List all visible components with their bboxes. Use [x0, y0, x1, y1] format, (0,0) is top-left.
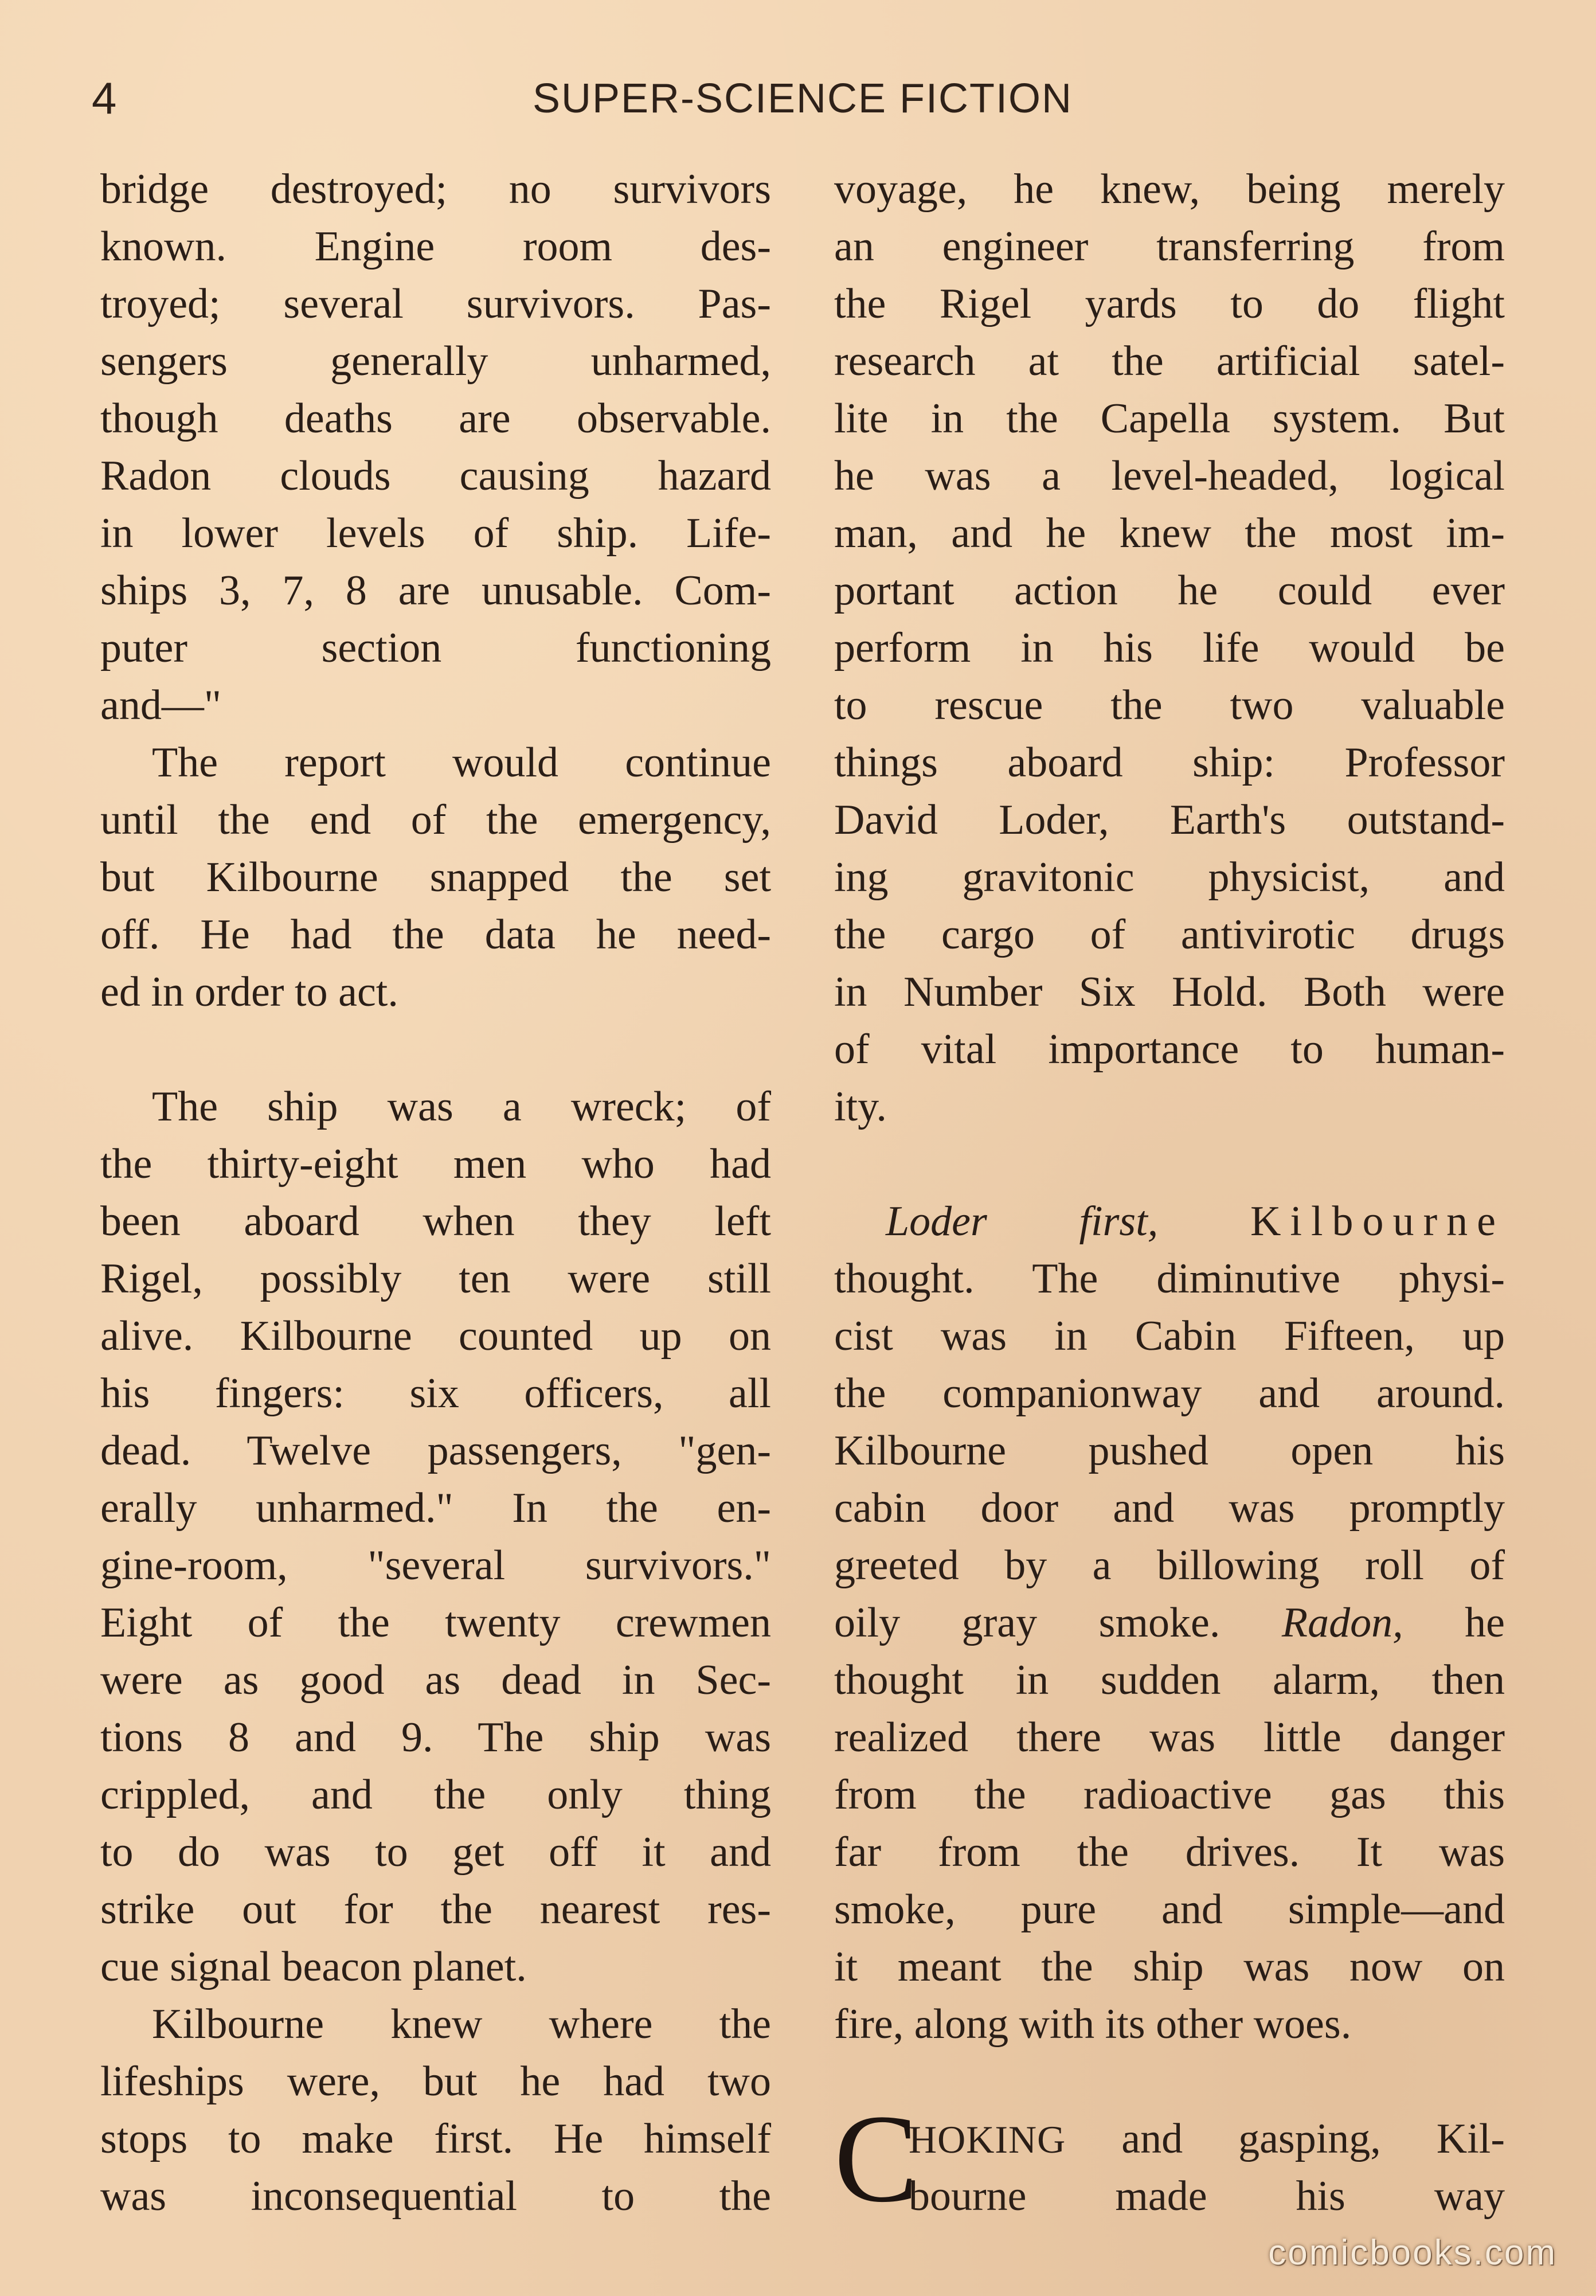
text-line: thought. The diminutive physi-	[834, 1255, 1505, 1302]
text-line: been aboard when they left	[100, 1198, 771, 1245]
text-line: fire, along with its other woes.	[834, 2001, 1352, 2048]
text-line: from the radioactive gas this	[834, 1771, 1505, 1818]
section-break	[834, 2053, 1505, 2110]
italic-text: Radon,	[1281, 1599, 1403, 1646]
text-line: his fingers: six officers, all	[100, 1370, 771, 1417]
text-line	[834, 2110, 1505, 2168]
text-line: lifeships were, but he had two	[100, 2058, 771, 2105]
text-line: tions 8 and 9. The ship was	[100, 1714, 771, 1761]
text-line: realized there was little danger	[834, 1714, 1505, 1761]
running-head: SUPER-SCIENCE FICTION	[532, 76, 1073, 122]
text-line: sengers generally unharmed,	[100, 338, 771, 385]
text-fragment: oily gray smoke.	[834, 1599, 1221, 1646]
text-line: gine-room, "several survivors."	[100, 1542, 771, 1589]
italic-text: Loder first,	[886, 1198, 1159, 1245]
text-line: an engineer transferring from	[834, 223, 1505, 270]
text-line: Radon clouds causing hazard	[100, 452, 771, 499]
text-line: he was a level-headed, logical	[834, 452, 1505, 499]
right-column	[834, 161, 1505, 2228]
text-line: off. He had the data he need-	[100, 911, 771, 958]
letterspaced-name: Kilbourne	[1250, 1198, 1505, 1245]
text-line: Eight of the twenty crewmen	[100, 1599, 771, 1646]
section-break	[100, 1021, 771, 1078]
drop-cap: C	[834, 2088, 918, 2228]
text-line	[834, 1193, 1505, 1250]
text-line: bridge destroyed; no survivors	[100, 166, 771, 213]
text-line: crippled, and the only thing	[100, 1771, 771, 1818]
text-line: The report would continue	[152, 739, 771, 786]
text-line: Kilbourne knew where the	[152, 2001, 771, 2048]
text-line: the thirty-eight men who had	[100, 1141, 771, 1188]
text-line	[834, 1594, 1505, 1651]
drop-cap-paragraph	[834, 2088, 1505, 2228]
text-line: ed in order to act.	[100, 969, 398, 1016]
text-line: voyage, he knew, being merely	[834, 166, 1505, 213]
text-line: ity.	[834, 1083, 887, 1130]
text-line: and—"	[100, 682, 222, 729]
watermark: comicbooks.com	[1268, 2233, 1557, 2272]
text-line: bourne made his way	[909, 2173, 1505, 2220]
text-line: but Kilbourne snapped the set	[100, 854, 771, 901]
left-column	[100, 161, 771, 2225]
small-caps-text: HOKING	[909, 2118, 1066, 2161]
text-line: Kilbourne pushed open his	[834, 1427, 1505, 1474]
text-line: ships 3, 7, 8 are unusable. Com-	[100, 567, 771, 614]
text-line: alive. Kilbourne counted up on	[100, 1313, 771, 1360]
text-line: cist was in Cabin Fifteen, up	[834, 1313, 1505, 1360]
text-line: lite in the Capella system. But	[834, 395, 1505, 442]
text-line: dead. Twelve passengers, "gen-	[100, 1427, 771, 1474]
text-line: cue signal beacon planet.	[100, 1943, 527, 1990]
text-line: troyed; several survivors. Pas-	[100, 280, 771, 327]
text-line: research at the artificial satel-	[834, 338, 1505, 385]
text-line: to rescue the two valuable	[834, 682, 1505, 729]
text-line: cabin door and was promptly	[834, 1485, 1505, 1532]
text-line: stops to make first. He himself	[100, 2115, 771, 2162]
text-line: in Number Six Hold. Both were	[834, 969, 1505, 1016]
text-line: Rigel, possibly ten were still	[100, 1255, 771, 1302]
text-line: the Rigel yards to do flight	[834, 280, 1505, 327]
text-line: strike out for the nearest res-	[100, 1886, 771, 1933]
text-line: the cargo of antivirotic drugs	[834, 911, 1505, 958]
text-line: was inconsequential to the	[100, 2173, 771, 2220]
text-line: things aboard ship: Professor	[834, 739, 1505, 786]
text-line: David Loder, Earth's outstand-	[834, 796, 1505, 844]
text-line: known. Engine room des-	[100, 223, 771, 270]
text-line: it meant the ship was now on	[834, 1943, 1505, 1990]
text-line: erally unharmed." In the en-	[100, 1485, 771, 1532]
text-line: perform in his life would be	[834, 624, 1505, 671]
text-line: The ship was a wreck; of	[152, 1083, 771, 1130]
text-fragment: he	[1465, 1599, 1505, 1646]
text-line: in lower levels of ship. Life-	[100, 510, 771, 557]
text-line: the companionway and around.	[834, 1370, 1505, 1417]
text-line: were as good as dead in Sec-	[100, 1657, 771, 1704]
section-break	[834, 1135, 1505, 1193]
text-line: puter section functioning	[100, 624, 771, 671]
text-line: thought in sudden alarm, then	[834, 1657, 1505, 1704]
text-line: ing gravitonic physicist, and	[834, 854, 1505, 901]
text-line: smoke, pure and simple—and	[834, 1886, 1505, 1933]
text-line: man, and he knew the most im-	[834, 510, 1505, 557]
text-line: far from the drives. It was	[834, 1829, 1505, 1876]
page-number: 4	[92, 73, 117, 123]
text-fragment: and gasping, Kil-	[1121, 2115, 1505, 2162]
text-line: portant action he could ever	[834, 567, 1505, 614]
text-line: though deaths are observable.	[100, 395, 771, 442]
text-line: greeted by a billowing roll of	[834, 1542, 1505, 1589]
text-line: until the end of the emergency,	[100, 796, 771, 844]
text-line: of vital importance to human-	[834, 1026, 1505, 1073]
text-line: to do was to get off it and	[100, 1829, 771, 1876]
